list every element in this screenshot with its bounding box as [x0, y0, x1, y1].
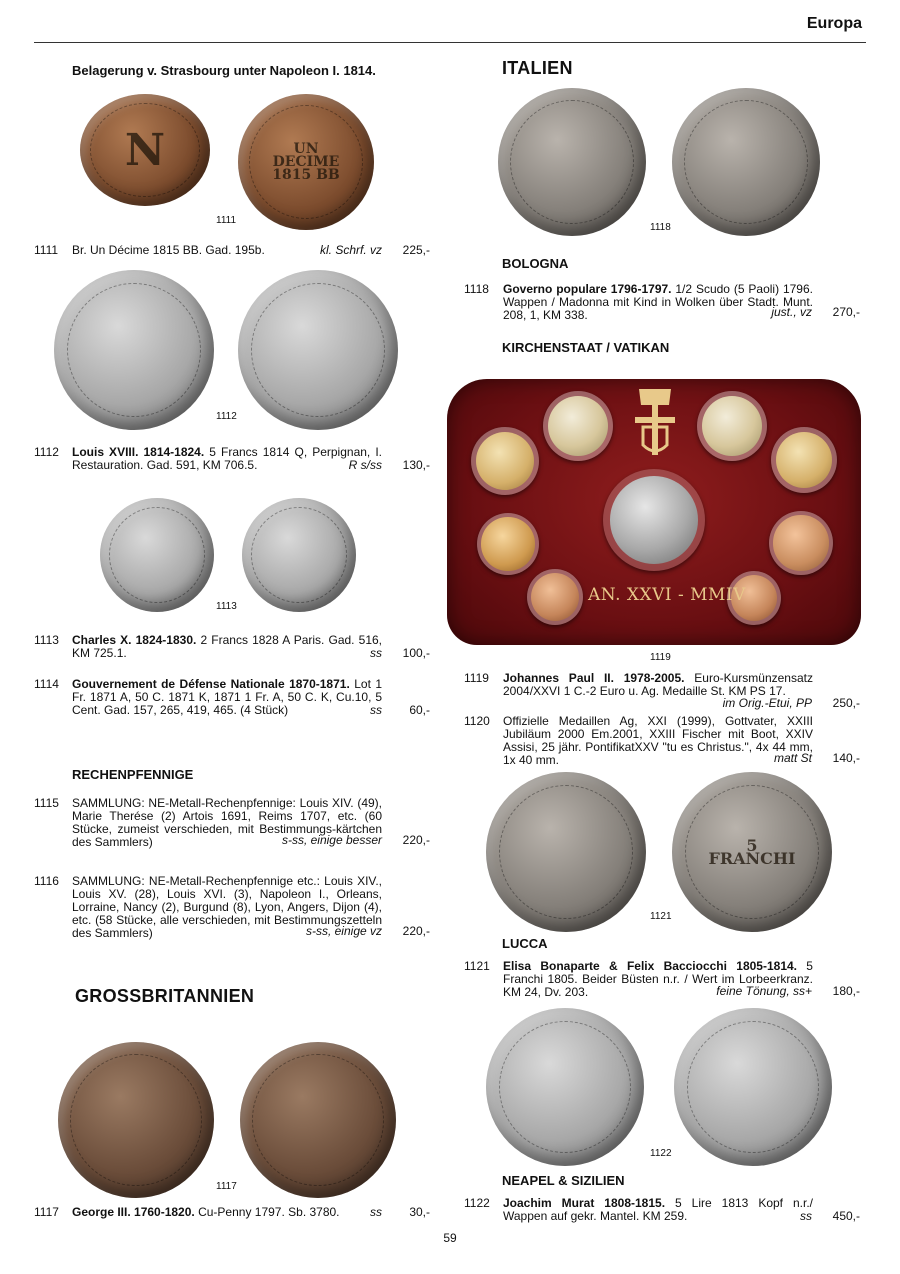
lot-price-1119: 250,- [832, 696, 860, 710]
image-number-1119: 1119 [650, 652, 671, 663]
lot-number-1113: 1113 [34, 633, 59, 647]
lot-number-1112: 1112 [34, 445, 59, 459]
lot-title-1113: Charles X. 1824-1830. [72, 633, 197, 647]
lot-price-1115: 220,- [402, 833, 430, 847]
page-number: 59 [443, 1231, 457, 1245]
papal-coat-of-arms-icon [625, 387, 685, 463]
coin-1122-obverse [486, 1008, 644, 1166]
coin-1118-obverse [498, 88, 646, 236]
image-number-1111: 1111 [216, 215, 237, 226]
lot-grade-1122: ss [800, 1209, 812, 1223]
lot-grade-1120: matt St [773, 751, 812, 765]
italien-heading: ITALIEN [502, 58, 573, 78]
neapel-sizilien-heading: NEAPEL & SIZILIEN [502, 1173, 625, 1188]
lot-text-1117 [72, 1206, 372, 1219]
coin-1118-reverse [672, 88, 820, 236]
case-inscription: AN. XXVI - MMIV [588, 585, 746, 605]
lot-number-1111: 1111 [34, 243, 59, 257]
lot-title-1112: Louis XVIII. 1814-1824. [72, 445, 205, 459]
rechenpfennige-heading: RECHENPFENNIGE [72, 767, 194, 782]
lot-title-1118: Governo populare 1796-1797. [503, 282, 672, 296]
lot-number-1121: 1121 [464, 959, 490, 973]
coin-1112-obverse [54, 270, 214, 430]
lot-title-1119: Johannes Paul II. 1978-2005. [503, 671, 685, 685]
lot-grade-1121: feine Tönung, ss+ [716, 984, 812, 998]
lot-price-1120: 140,- [832, 751, 860, 765]
image-number-1112: 1112 [216, 411, 237, 422]
coin-1111-obverse: N [80, 94, 210, 206]
bologna-heading: BOLOGNA [502, 256, 569, 271]
lot-text-1111: Br. Un Décime 1815 BB. Gad. 195b. [72, 243, 265, 257]
image-number-1113: 1113 [216, 601, 237, 612]
lot-grade-1115: s-ss, einige besser [281, 833, 382, 847]
lot-price-1116: 220,- [402, 924, 430, 938]
lot-number-1122: 1122 [464, 1196, 490, 1210]
lot-number-1120: 1120 [464, 714, 490, 728]
image-number-1118: 1118 [650, 222, 671, 233]
coin-1121-reverse: 5 FRANCHI [672, 772, 832, 932]
lot-title-1121: Elisa Bonaparte & Felix Bacciocchi 1805-1814. [503, 959, 797, 973]
lot-description-1117: Cu-Penny 1797. Sb. 3780. [194, 1205, 340, 1219]
image-number-1121: 1121 [650, 911, 672, 922]
lot-price-1112: 130,- [402, 458, 430, 472]
lot-number-1115: 1115 [34, 796, 59, 810]
image-number-1117: 1117 [216, 1181, 237, 1192]
lot-number-1117: 1117 [34, 1205, 59, 1219]
lucca-heading: LUCCA [502, 936, 548, 951]
lot-description-1113: 2 Francs 1828 A Paris. Gad. 516, KM 725.1. [72, 633, 383, 660]
lot-text-1116: SAMMLUNG: NE-Metall-Rechenpfennige etc.: Louis XIV., Louis XV. (28), Louis XVI. (3), Napoleon I., Orleans, Lorraine, Nancy (2), Burgund (8), Lyon, Angers, Dijon (4), etc. (58 Stücke, alle verschieden, mit Bestimmungszetteln des Sammlers) [72, 874, 382, 940]
coin-1117-reverse [240, 1042, 396, 1198]
lot-title-1122: Joachim Murat 1808-1815. [503, 1196, 666, 1210]
coin-1122-reverse [674, 1008, 832, 1166]
lot-price-1113: 100,- [402, 646, 430, 660]
lot-price-1118: 270,- [832, 305, 860, 319]
lot-grade-1117: ss [370, 1205, 382, 1219]
coin-1121-obverse [486, 772, 646, 932]
image-number-1122: 1122 [650, 1148, 672, 1159]
lot-grade-1118: just., vz [771, 305, 812, 319]
lot-description-1121: 5 Franchi 1805. Beider Büsten n.r. / Wert im Lorbeerkranz. KM 24, Dv. 203. [503, 959, 813, 999]
lot-description-1119: Euro-Kursmünzensatz 2004/XXVI 1 C.-2 Euro u. Ag. Medaille St. KM PS 17. [503, 671, 813, 698]
lot-description-1114: Lot 1 Fr. 1871 A, 50 C. 1871 K, 1871 1 Fr. A, 50 C. K, Cu.10, 5 Cent. Gad. 157, 265, 419, 465. (4 Stück) [72, 677, 382, 717]
lot-grade-1114: ss [370, 703, 382, 717]
lot-number-1119: 1119 [464, 671, 489, 685]
lot-grade-1112: R s/ss [348, 458, 382, 472]
coin-1112-reverse [238, 270, 398, 430]
lot-grade-1116: s-ss, einige vz [305, 924, 382, 938]
page-region-title: Europa [806, 15, 862, 32]
lot-grade-1119: im Orig.-Etui, PP [722, 696, 812, 710]
lot-price-1122: 450,- [832, 1209, 860, 1223]
strasbourg-heading: Belagerung v. Strasbourg unter Napoleon I. 1814. [72, 63, 376, 78]
lot-description-1118: 1/2 Scudo (5 Paoli) 1796. Wappen / Madonna mit Kind in Wolken über Stadt. Munt. 208, 1, KM 338. [503, 282, 813, 322]
coin-1113-obverse [100, 498, 214, 612]
coin-1111-reverse: UN DECIME 1815 BB [238, 94, 374, 230]
lot-grade-1113: ss [370, 646, 382, 660]
coin-1113-reverse [242, 498, 356, 612]
lot-price-1117: 30,- [409, 1205, 430, 1219]
lot-number-1116: 1116 [34, 874, 59, 888]
lot-title-1117: George III. 1760-1820. [72, 1205, 195, 1219]
lot-price-1111: 225,- [402, 243, 430, 257]
coin-set-case-1119 [447, 379, 861, 645]
lot-number-1118: 1118 [464, 282, 489, 296]
lot-grade-1111: kl. Schrf. vz [319, 243, 382, 257]
lot-description-1112: 5 Francs 1814 Q, Perpignan, I. Restauration. Gad. 591, KM 706.5. [72, 445, 382, 472]
coin-1117-obverse [58, 1042, 214, 1198]
lot-number-1114: 1114 [34, 677, 59, 691]
header-rule [34, 42, 866, 43]
lot-text-1119 [503, 672, 813, 698]
lot-title-1114: Gouvernement de Défense Nationale 1870-1871. [72, 677, 350, 691]
lot-text-1120: Offizielle Medaillen Ag, XXI (1999), Gottvater, XXIII Jubiläum 2000 Em.2001, XXIII Fischer mit Boot, XXIV Assisi, 25 jähr. PontifikatXXV "tu es Christus.", 4x 44 mm, 1x 40 mm. [503, 714, 813, 767]
grossbritannien-heading: GROSSBRITANNIEN [75, 986, 255, 1006]
lot-price-1114: 60,- [409, 703, 430, 717]
lot-price-1121: 180,- [832, 984, 860, 998]
lot-text-1115: SAMMLUNG: NE-Metall-Rechenpfennige: Louis XIV. (49), Marie Therése (2) Artois 1691, Reims 1707, etc. (60 Stücke, zumeist verschieden, mit Bestimmungs-kärtchen des Sammlers) [72, 796, 382, 849]
lot-description-1122: 5 Lire 1813 Kopf n.r./ Wappen auf gekr. Mantel. KM 259. [503, 1196, 813, 1223]
kirchenstaat-vatikan-heading: KIRCHENSTAAT / VATIKAN [502, 340, 670, 355]
